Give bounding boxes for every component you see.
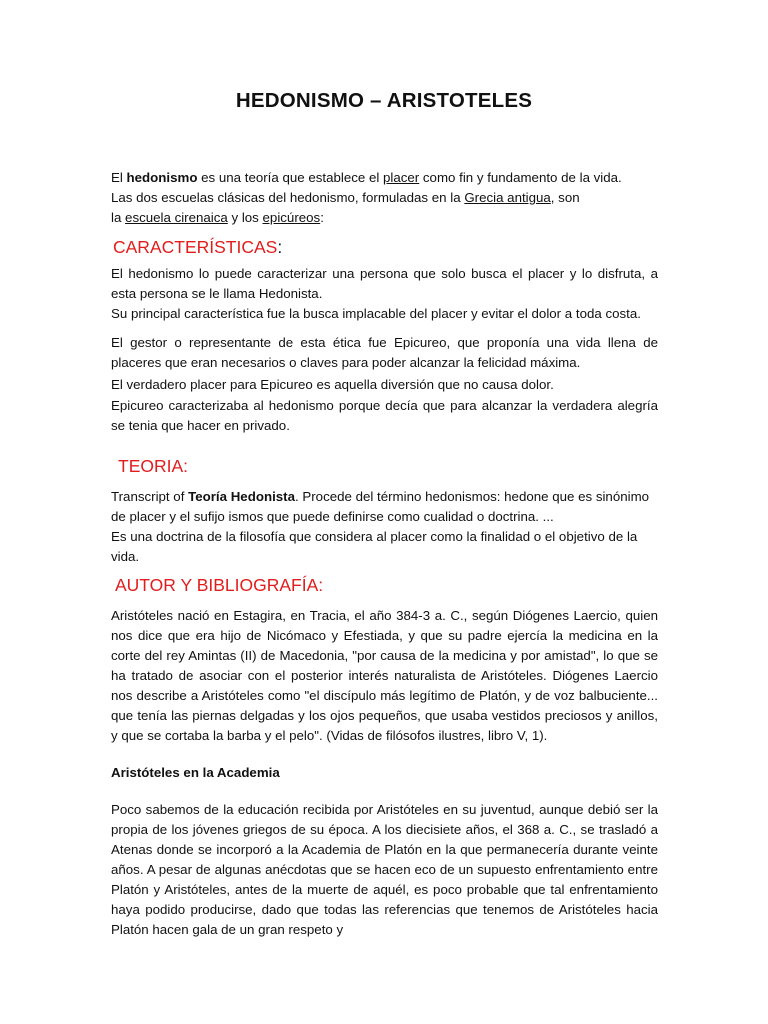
caracteristicas-body (111, 264, 658, 436)
teoria-hedonista-term: Teoría Hedonista (188, 489, 295, 504)
intro-line-2: Las dos escuelas clásicas del hedonismo, formuladas en la Grecia antigua, son (111, 190, 580, 205)
autor-body (111, 606, 658, 940)
intro-line-1: El hedonismo es una teoría que establece el placer como fin y fundamento de la vida. (111, 170, 622, 185)
caracteristicas-heading: CARACTERÍSTICAS: (113, 237, 283, 257)
intro-line-3: la escuela cirenaica y los epicúreos: (111, 210, 324, 225)
grecia-antigua-link[interactable]: Grecia antigua (464, 190, 551, 205)
teoria-heading: TEORIA: (118, 456, 189, 476)
caracteristicas-p5: Epicureo caracterizaba al hedonismo porque decía que para alcanzar la verdadera alegría se tenia que hacer en privado. (111, 398, 658, 433)
caracteristicas-p3: El gestor o representante de esta ética fue Epicureo, que proponía una vida llena de placeres que eran necesarios o claves para poder alcanzar la felicidad máxima. (111, 335, 658, 370)
caracteristicas-p2: Su principal característica fue la busca implacable del placer y evitar el dolor a toda costa. (111, 306, 641, 321)
caracteristicas-p4: El verdadero placer para Epicureo es aquella diversión que no causa dolor. (111, 377, 554, 392)
intro-paragraph (111, 168, 658, 228)
autor-p1: Aristóteles nació en Estagira, en Tracia, el año 384-3 a. C., según Diógenes Laercio, quien nos dice que era hijo de Nicómaco y Efestiada, y que su padre ejercía la medicina en la corte del rey Amintas (II) de Macedonia, "por causa de la medicina y por amistad", lo que se ha tratado de asociar con el posterior interés naturalista de Aristóteles. Diógenes Laercio nos describe a Aristóteles como "el discípulo más legítimo de Platón, y de voz balbuciente... que tenía las piernas delgadas y los ojos pequeños, que usaba vestidos preciosos y anillos, y que se cortaba la barba y el pelo". (Vidas de filósofos ilustres, libro V, 1). (111, 608, 658, 743)
teoria-p2: Es una doctrina de la filosofía que considera al placer como la finalidad o el objetivo de la vida. (111, 529, 638, 564)
teoria-p1: Transcript of Teoría Hedonista. Procede del término hedonismos: hedone que es sinónimo de placer y el sufijo ismos que puede definirse como cualidad o doctrina. ... (111, 489, 650, 524)
teoria-body (111, 487, 658, 567)
epicureos-link[interactable]: epicúreos (262, 210, 321, 225)
autor-heading: AUTOR Y BIBLIOGRAFÍA: (115, 575, 324, 595)
placer-link[interactable]: placer (383, 170, 420, 185)
caracteristicas-p1: El hedonismo lo puede caracterizar una persona que solo busca el placer y lo disfruta, a esta persona se le llama Hedonista. (111, 266, 658, 301)
hedonismo-term: hedonismo (126, 170, 198, 185)
page-title: HEDONISMO – ARISTOTELES (235, 89, 533, 112)
academia-subheading: Aristóteles en la Academia (111, 765, 280, 780)
escuela-cirenaica-link[interactable]: escuela cirenaica (125, 210, 228, 225)
academia-p2: Poco sabemos de la educación recibida por Aristóteles en su juventud, aunque debió ser la propia de los jóvenes griegos de su época. A los diecisiete años, el 368 a. C., se trasladó a Atenas donde se incorporó a la Academia de Platón en la que permanecería durante veinte años. A pesar de algunas anécdotas que se hacen eco de un supuesto enfrentamiento entre Platón y Aristóteles, antes de la muerte de aquél, es poco probable que tal enfrentamiento haya podido producirse, dado que todas las referencias que tenemos de Aristóteles hacia Platón hacen gala de un gran respeto y (111, 802, 658, 937)
